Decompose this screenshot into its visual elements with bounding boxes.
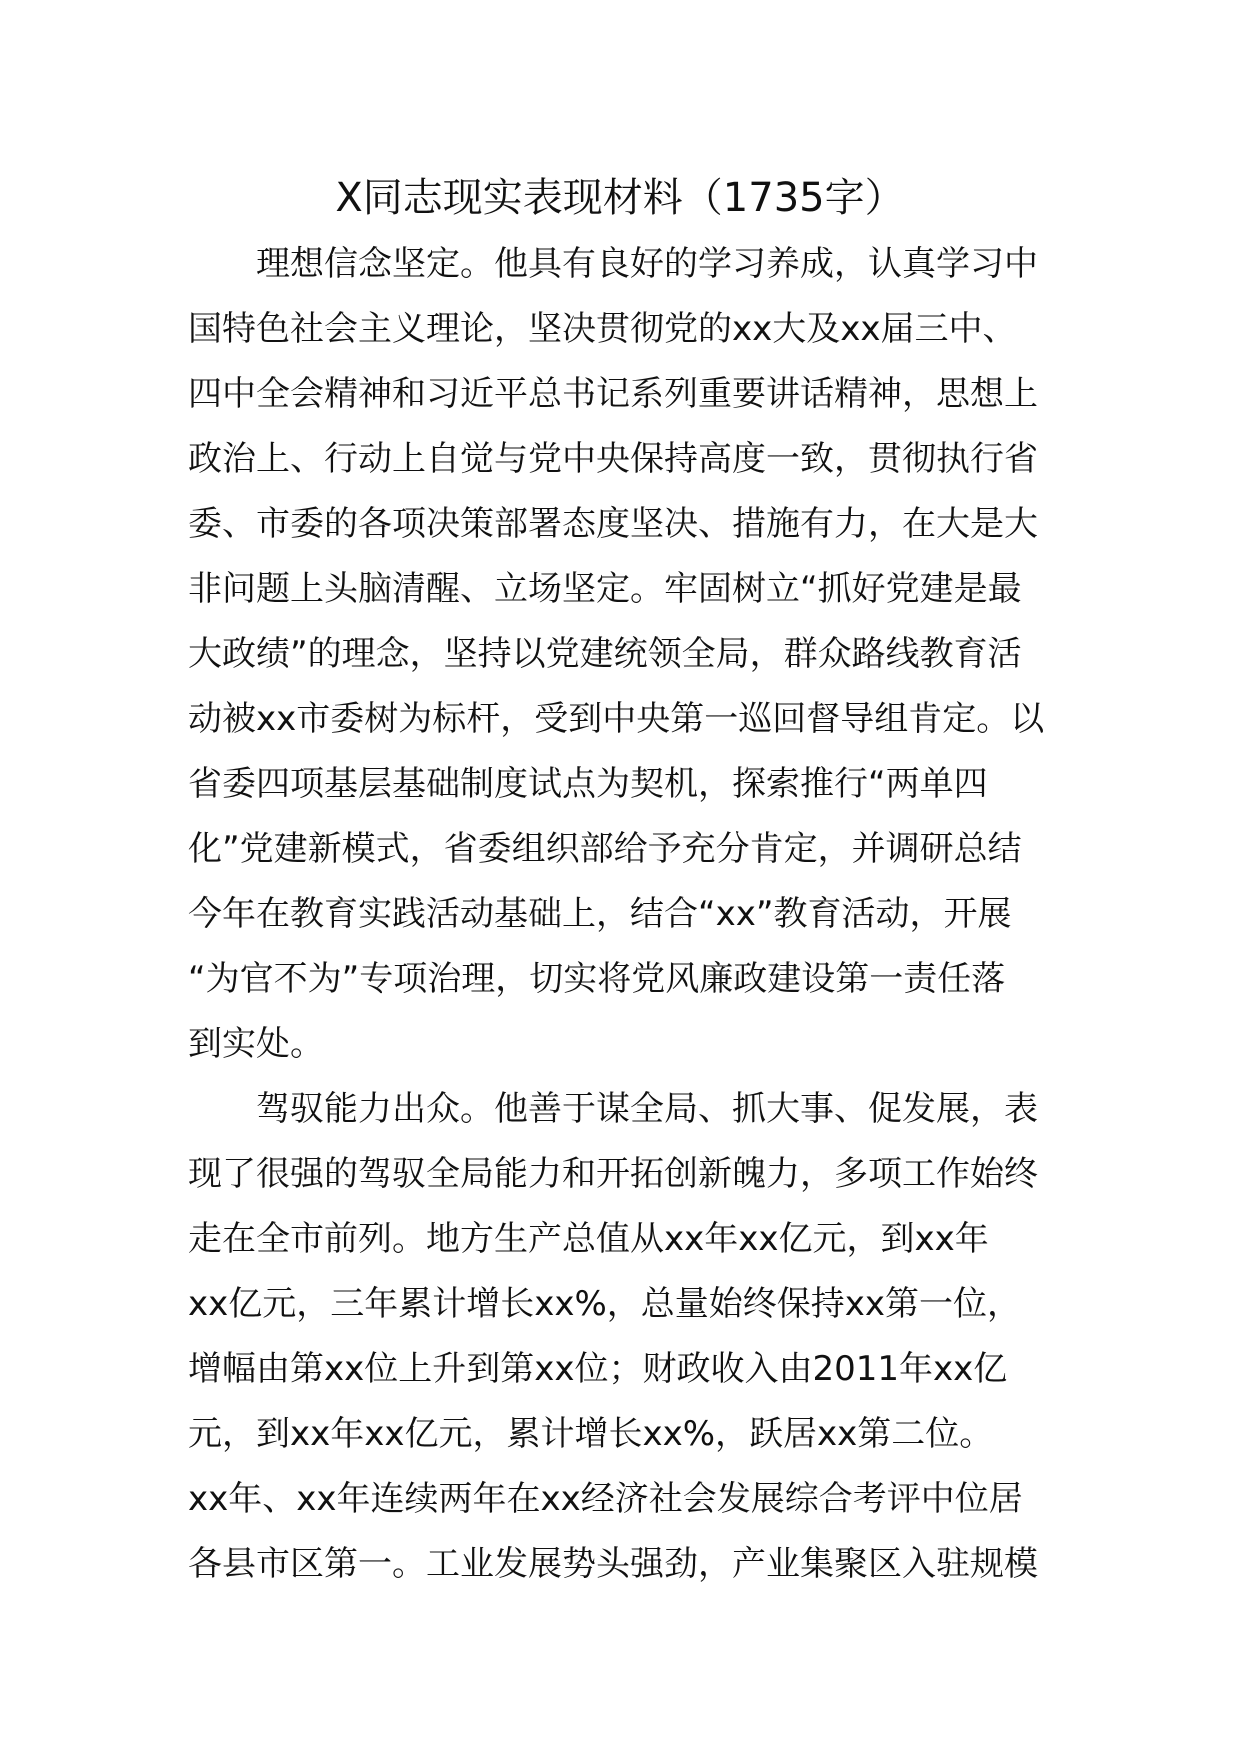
paragraph-2-line-7: xx年、xx年连续两年在xx经济社会发展综合考评中位居 [188, 1479, 1023, 1519]
document-title: X同志现实表现材料（1735字） [335, 175, 905, 221]
paragraph-1-line-13: 到实处。 [188, 1024, 324, 1064]
paragraph-1-line-4: 政治上、行动上自觉与党中央保持高度一致，贯彻执行省 [188, 439, 1038, 479]
paragraph-1-line-6: 非问题上头脑清醒、立场坚定。牢固树立“抓好党建是最 [188, 569, 1022, 609]
paragraph-1-line-2: 国特色社会主义理论，坚决贯彻党的xx大及xx届三中、 [188, 309, 1017, 349]
paragraph-1-line-1: 理想信念坚定。他具有良好的学习养成，认真学习中 [256, 244, 1038, 284]
paragraph-2-line-5: 增幅由第xx位上升到第xx位；财政收入由2011年xx亿 [188, 1349, 1008, 1389]
paragraph-1-line-7: 大政绩”的理念，坚持以党建统领全局，群众路线教育活 [188, 634, 1022, 674]
paragraph-1-line-9: 省委四项基层基础制度试点为契机，探索推行“两单四 [188, 764, 988, 804]
paragraph-1-line-10: 化”党建新模式，省委组织部给予充分肯定，并调研总结 [188, 829, 1022, 869]
paragraph-2-line-6: 元，到xx年xx亿元，累计增长xx%，跃居xx第二位。 [188, 1414, 994, 1454]
paragraph-1-line-5: 委、市委的各项决策部署态度坚决、措施有力，在大是大 [188, 504, 1038, 544]
paragraph-2-line-4: xx亿元，三年累计增长xx%，总量始终保持xx第一位， [188, 1284, 1022, 1324]
paragraph-1-line-3: 四中全会精神和习近平总书记系列重要讲话精神，思想上 [188, 374, 1038, 414]
paragraph-2-line-8: 各县市区第一。工业发展势头强劲，产业集聚区入驻规模 [188, 1544, 1038, 1584]
paragraph-2-line-1: 驾驭能力出众。他善于谋全局、抓大事、促发展，表 [256, 1089, 1038, 1129]
paragraph-1-line-12: “为官不为”专项治理，切实将党风廉政建设第一责任落 [188, 959, 1006, 999]
paragraph-2-line-3: 走在全市前列。地方生产总值从xx年xx亿元，到xx年 [188, 1219, 989, 1259]
paragraph-1-line-8: 动被xx市委树为标杆，受到中央第一巡回督导组肯定。以 [188, 699, 1045, 739]
paragraph-1-line-11: 今年在教育实践活动基础上，结合“xx”教育活动，开展 [188, 894, 1012, 934]
paragraph-2-line-2: 现了很强的驾驭全局能力和开拓创新魄力，多项工作始终 [188, 1154, 1038, 1194]
document-body [188, 232, 1068, 1597]
